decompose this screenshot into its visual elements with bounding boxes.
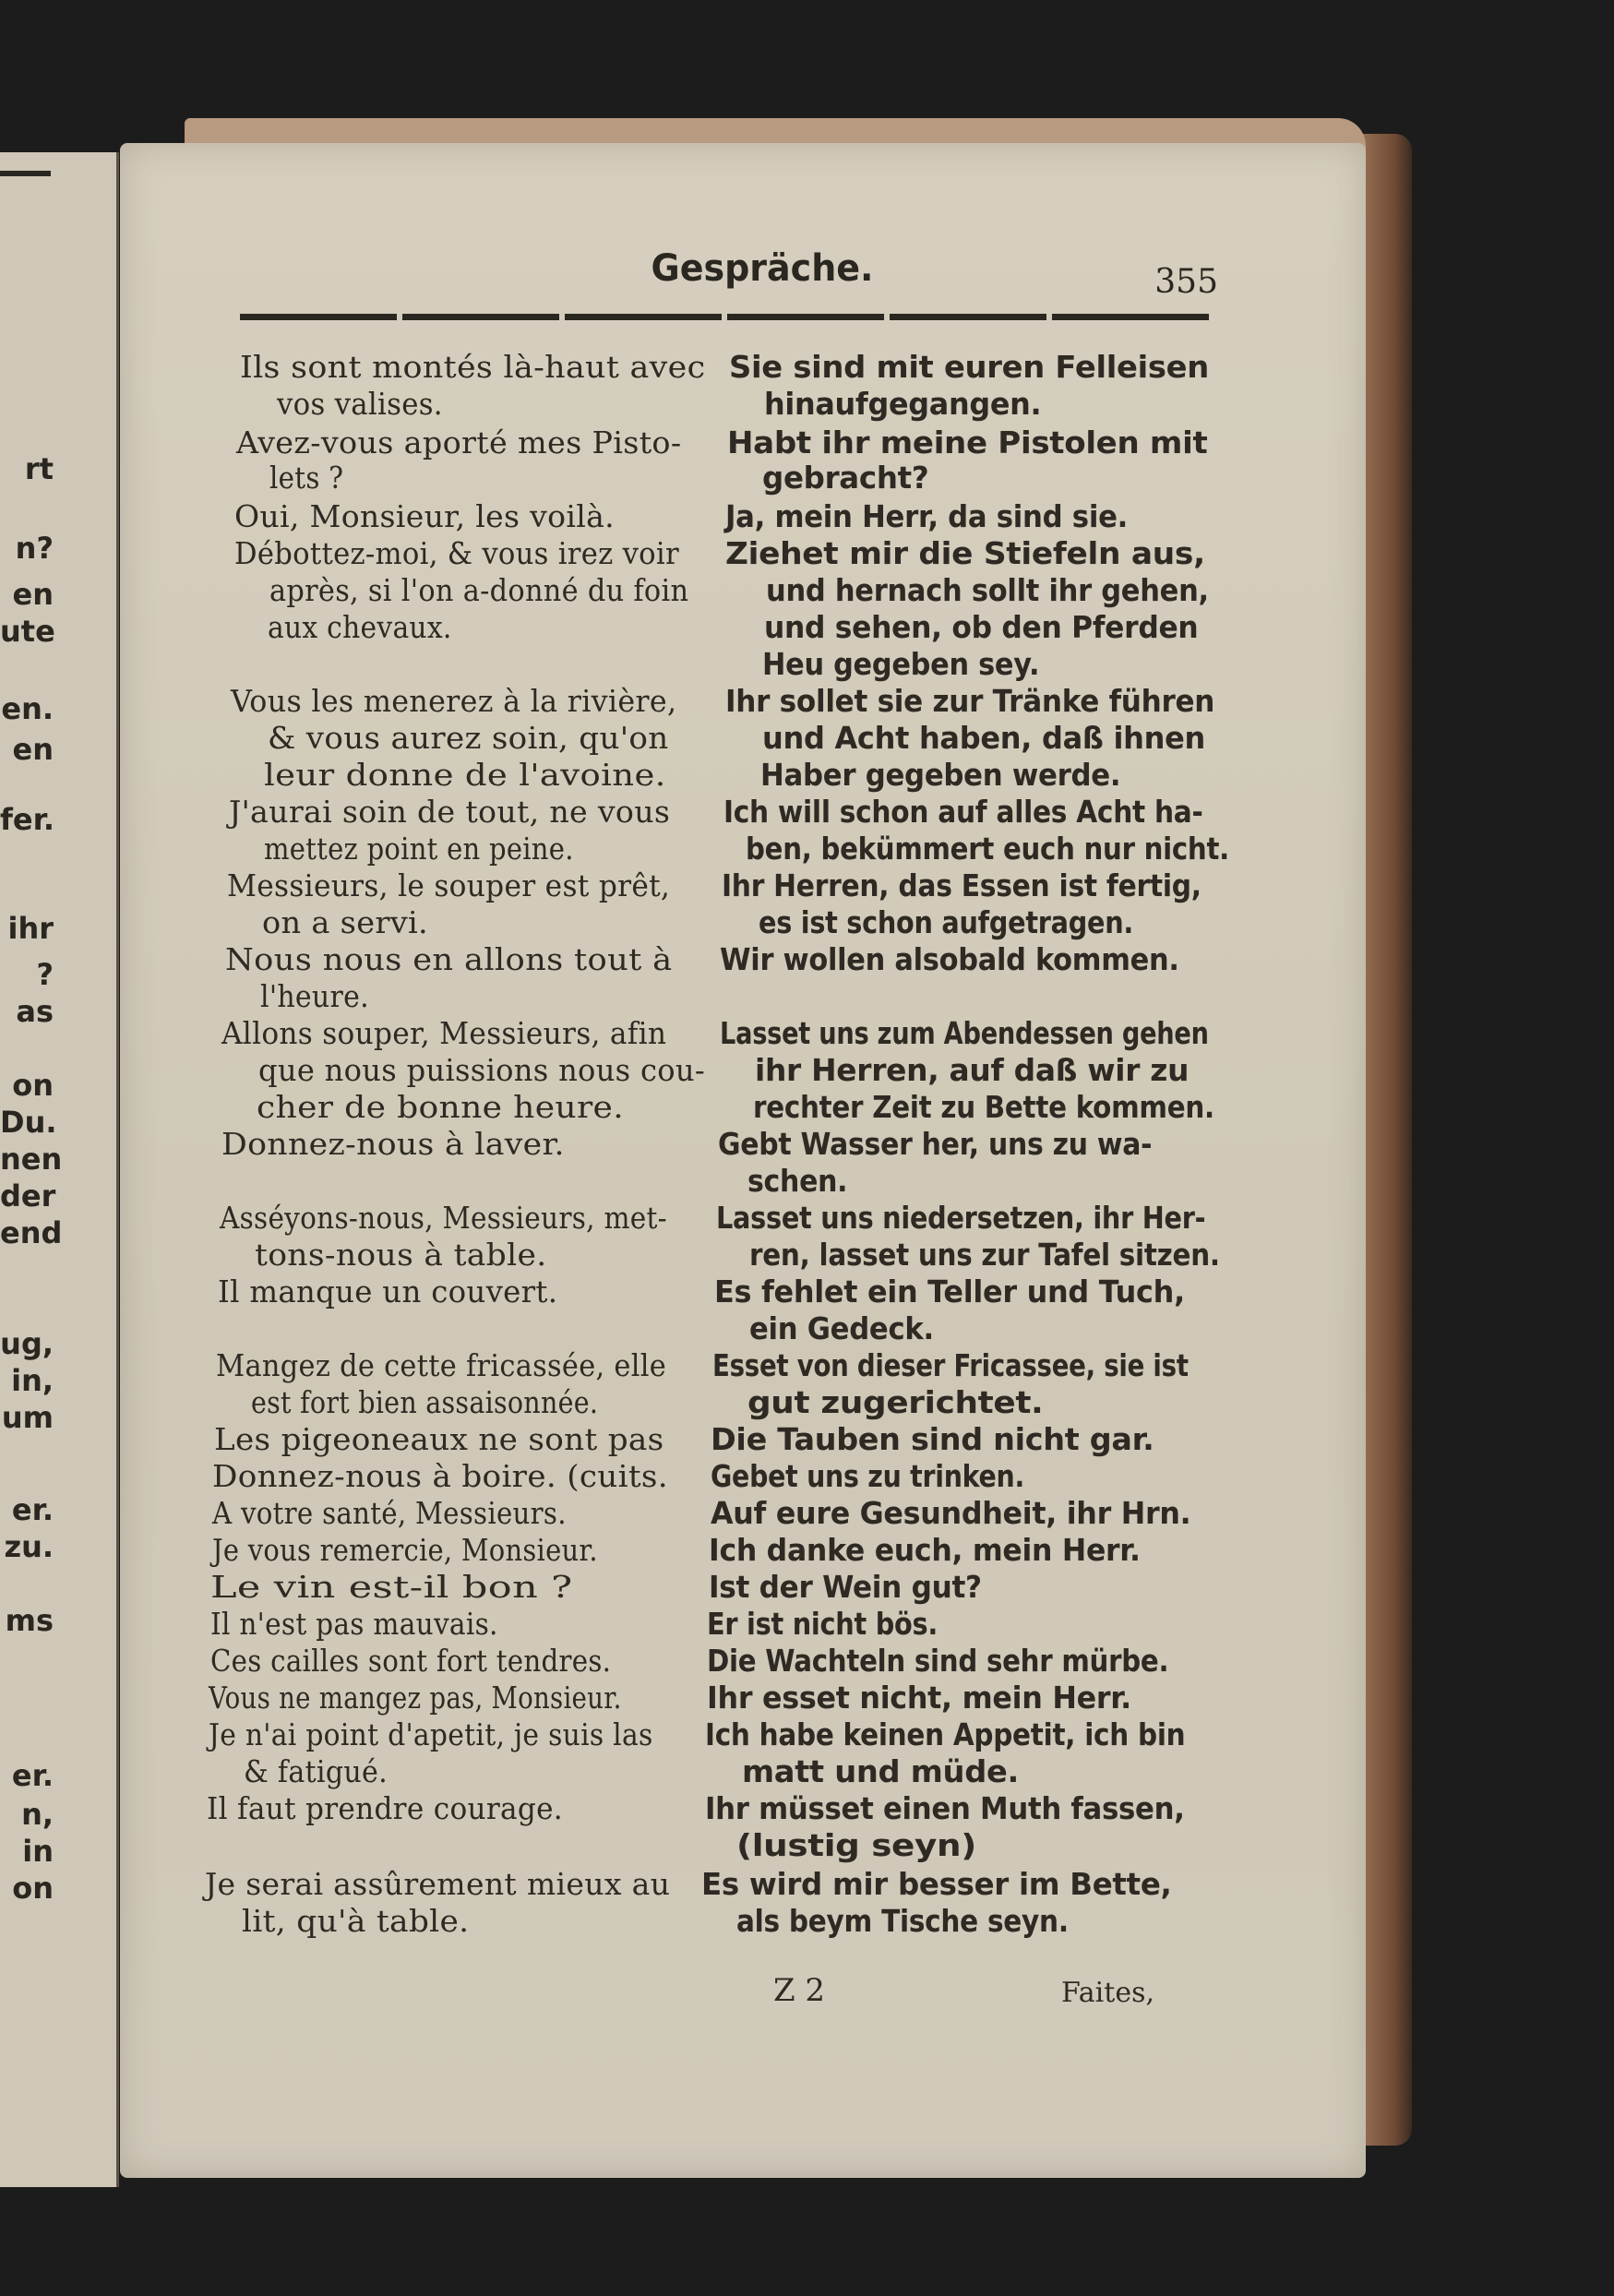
french-text-line: cher de bonne heure.	[257, 1089, 625, 1125]
left-page-fragment: n?	[15, 531, 54, 566]
french-text-line: Donnez-nous à boire. (cuits.	[212, 1458, 668, 1494]
left-page-fragment: fer.	[0, 802, 54, 837]
left-page-fragment: der	[0, 1178, 56, 1214]
left-page-fragment: on	[12, 1871, 54, 1906]
french-text-line: que nous puissions nous cou-	[258, 1052, 706, 1088]
running-title: Gespräche.	[651, 247, 874, 290]
french-text-line: mettez point en peine.	[264, 831, 574, 867]
french-text-line: on a servi.	[262, 904, 429, 940]
german-text-line: Auf eure Gesundheit, ihr Hrn.	[711, 1495, 1191, 1531]
left-page-fragment: en	[12, 732, 54, 767]
german-text-line: und hernach sollt ihr gehen,	[766, 572, 1209, 608]
german-text-line: gut zugerichtet.	[747, 1384, 1044, 1420]
french-text-line: tons-nous à table.	[255, 1237, 547, 1273]
french-text-line: Donnez-nous à laver.	[221, 1126, 565, 1162]
french-text-line: Oui, Monsieur, les voilà.	[234, 498, 615, 534]
german-text-line: Er ist nicht bös.	[707, 1606, 939, 1642]
french-text-line: & fatigué.	[244, 1753, 388, 1789]
french-text-line: vos valises.	[277, 386, 443, 422]
left-page-fragment: end	[0, 1215, 63, 1250]
page-number: 355	[1154, 263, 1218, 301]
french-text-line: J'aurai soin de tout, ne vous	[229, 794, 671, 830]
header-rule	[240, 314, 1209, 320]
left-page-fragment: ms	[5, 1603, 54, 1638]
french-text-line: Allons souper, Messieurs, afin	[221, 1015, 667, 1051]
german-text-line: Sie sind mit euren Felleisen	[729, 349, 1209, 385]
german-text-line: als beym Tische seyn.	[736, 1903, 1069, 1939]
left-page-fragment: Du.	[0, 1105, 57, 1140]
german-text-line: Lasset uns niedersetzen, ihr Her-	[716, 1200, 1206, 1236]
german-text-line: Es fehlet ein Teller und Tuch,	[714, 1274, 1185, 1309]
german-text-line: hinaufgegangen.	[764, 386, 1042, 422]
german-text-line: Ich habe keinen Appetit, ich bin	[705, 1716, 1186, 1752]
german-text-line: Ziehet mir die Stiefeln aus,	[725, 535, 1205, 571]
left-page-fragment: in	[22, 1834, 54, 1869]
german-text-line: Ich will schon auf alles Acht ha-	[723, 794, 1203, 830]
german-text-line: (lustig seyn)	[736, 1827, 976, 1863]
french-text-line: Ces cailles sont fort tendres.	[210, 1643, 612, 1679]
french-text-line: aux chevaux.	[268, 609, 452, 645]
left-page-fragment: n,	[21, 1797, 54, 1832]
german-text-line: ihr Herren, auf daß wir zu	[755, 1052, 1190, 1088]
german-text-line: rechter Zeit zu Bette kommen.	[753, 1089, 1214, 1125]
french-text-line: A votre santé, Messieurs.	[212, 1495, 567, 1531]
left-page-fragment: er.	[11, 1758, 54, 1793]
german-text-line: und sehen, ob den Pferden	[764, 609, 1199, 645]
left-page-fragment: er.	[11, 1492, 54, 1527]
french-text-line: & vous aurez soin, qu'on	[268, 720, 669, 756]
left-page-rule	[0, 171, 51, 176]
german-text-line: Ihr sollet sie zur Tränke führen	[725, 683, 1215, 719]
french-text-line: Débottez-moi, & vous irez voir	[234, 535, 679, 571]
german-text-line: ben, bekümmert euch nur nicht.	[746, 831, 1229, 867]
french-text-line: Je serai assûrement mieux au	[205, 1866, 671, 1902]
left-page-fragment: in,	[11, 1363, 54, 1398]
german-text-line: Ihr Herren, das Essen ist fertig,	[722, 867, 1202, 903]
german-text-line: ein Gedeck.	[749, 1310, 934, 1346]
left-page-fragment: on	[12, 1068, 54, 1103]
left-page-fragment: ug,	[0, 1326, 54, 1361]
german-text-line: und Acht haben, daß ihnen	[762, 720, 1206, 756]
french-text-line: Je n'ai point d'apetit, je suis las	[209, 1716, 653, 1752]
german-text-line: Haber gegeben werde.	[760, 757, 1121, 793]
german-text-line: Ist der Wein gut?	[709, 1569, 982, 1605]
french-text-line: Je vous remercie, Monsieur.	[212, 1532, 598, 1568]
catchword: Faites,	[1061, 1977, 1155, 2009]
left-page-fragment: en	[12, 577, 54, 612]
german-text-line: Gebt Wasser her, uns zu wa-	[718, 1126, 1153, 1162]
french-text-line: Il n'est pas mauvais.	[210, 1606, 498, 1642]
left-page-fragment: en.	[1, 691, 54, 726]
left-page-fragment: ute	[0, 614, 55, 649]
german-text-line: Ja, mein Herr, da sind sie.	[725, 498, 1129, 534]
signature-mark: Z 2	[773, 1972, 826, 2009]
german-text-line: matt und müde.	[742, 1753, 1020, 1789]
german-text-line: Die Tauben sind nicht gar.	[711, 1421, 1154, 1457]
french-text-line: Vous les menerez à la rivière,	[231, 683, 677, 719]
french-text-line: Vous ne mangez pas, Monsieur.	[209, 1680, 622, 1716]
french-text-line: Ils sont montés là-haut avec	[240, 349, 706, 385]
german-text-line: gebracht?	[762, 460, 929, 496]
french-text-line: Nous nous en allons tout à	[225, 941, 673, 977]
french-text-line: leur donne de l'avoine.	[264, 757, 666, 793]
left-page-fragment: as	[16, 994, 54, 1029]
french-text-line: l'heure.	[260, 978, 369, 1014]
left-page-fragment: ihr	[7, 911, 54, 946]
german-text-line: Gebet uns zu trinken.	[711, 1458, 1025, 1494]
left-page-fragment: rt	[24, 451, 54, 486]
french-text-line: après, si l'on a-donné du foin	[269, 572, 689, 608]
french-text-line: est fort bien assaisonnée.	[251, 1384, 599, 1420]
german-text-line: Ihr esset nicht, mein Herr.	[707, 1680, 1131, 1716]
german-text-line: Es wird mir besser im Bette,	[701, 1866, 1172, 1902]
french-text-line: Les pigeoneaux ne sont pas	[214, 1421, 664, 1457]
left-page-fragment: ?	[36, 957, 54, 992]
german-text-line: ren, lasset uns zur Tafel sitzen.	[749, 1237, 1220, 1273]
german-text-line: Ihr müsset einen Muth fassen,	[705, 1790, 1185, 1826]
left-page-fragment: zu.	[4, 1529, 54, 1564]
german-text-line: Heu gegeben sey.	[762, 646, 1040, 682]
french-text-line: Messieurs, le souper est prêt,	[227, 867, 671, 903]
french-text-line: Mangez de cette fricassée, elle	[216, 1347, 667, 1383]
german-text-line: Habt ihr meine Pistolen mit	[727, 425, 1208, 460]
french-text-line: lit, qu'à table.	[242, 1903, 470, 1939]
french-text-line: Le vin est-il bon ?	[210, 1569, 573, 1605]
french-text-line: Avez-vous aporté mes Pisto-	[236, 425, 682, 460]
german-text-line: Ich danke euch, mein Herr.	[709, 1532, 1141, 1568]
french-text-line: Asséyons-nous, Messieurs, met-	[220, 1200, 667, 1236]
german-text-line: Esset von dieser Fricassee, sie ist	[712, 1347, 1189, 1383]
german-text-line: es ist schon aufgetragen.	[759, 904, 1134, 940]
german-text-line: Lasset uns zum Abendessen gehen	[720, 1015, 1209, 1051]
left-page-fragment: nen	[0, 1142, 63, 1177]
french-text-line: lets ?	[269, 460, 344, 496]
german-text-line: Wir wollen alsobald kommen.	[720, 941, 1179, 977]
french-text-line: Il manque un couvert.	[218, 1274, 558, 1309]
german-text-line: schen.	[747, 1163, 848, 1199]
left-page-fragment: um	[1, 1400, 54, 1435]
french-text-line: Il faut prendre courage.	[207, 1790, 563, 1826]
german-text-line: Die Wachteln sind sehr mürbe.	[707, 1643, 1169, 1679]
